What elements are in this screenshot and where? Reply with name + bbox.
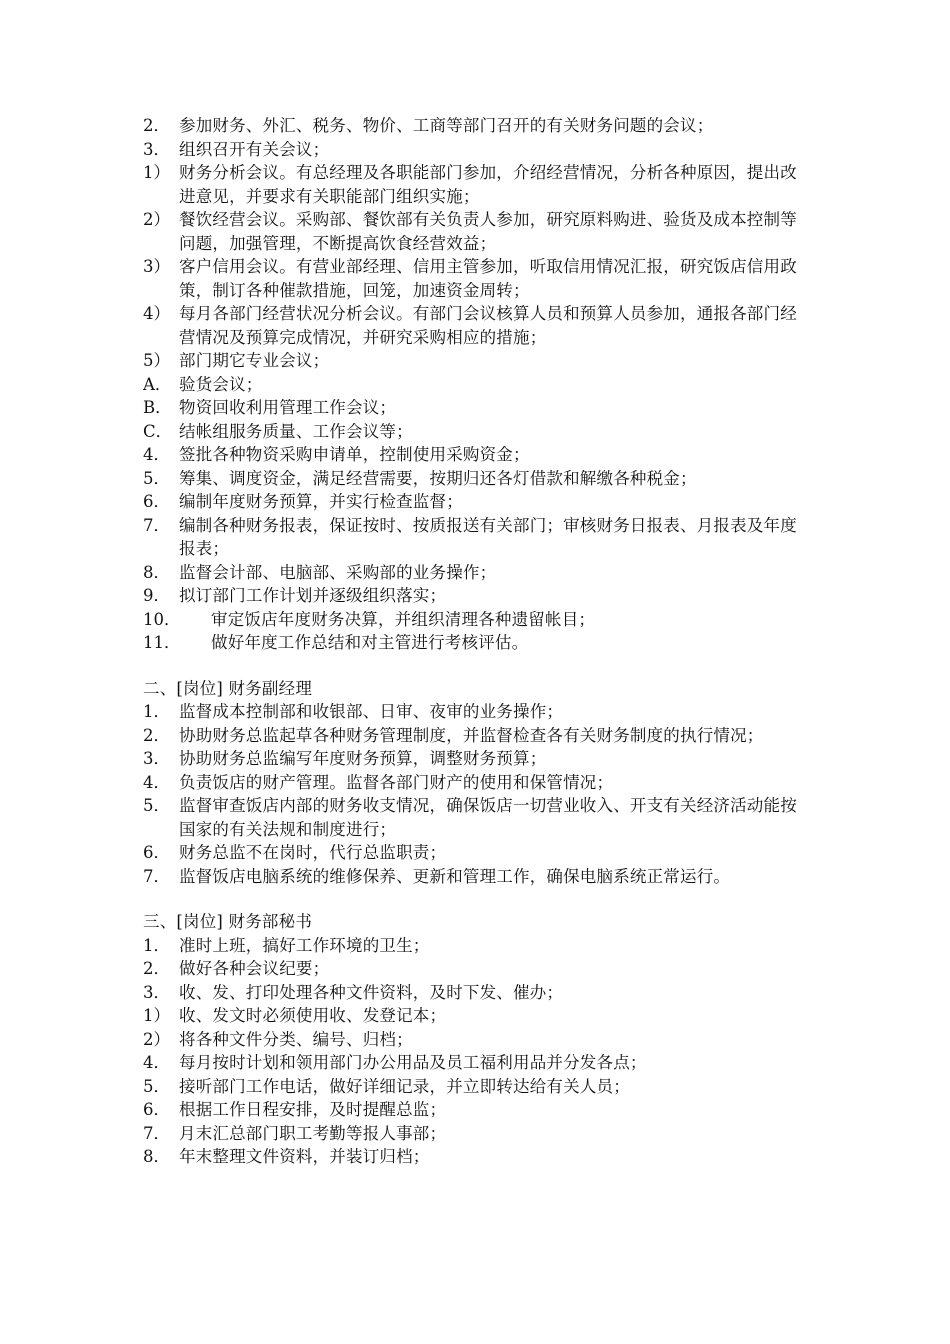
item-text: 财务总监不在岗时，代行总监职责； xyxy=(179,843,447,862)
item-text: 准时上班，搞好工作环境的卫生； xyxy=(179,935,430,955)
item-text: 监督会计部、电脑部、采购部的业务操作； xyxy=(179,562,497,582)
item-text: 接听部门工作电话，做好详细记录，并立即转达给有关人员； xyxy=(179,1076,630,1096)
item-number: 4． xyxy=(143,445,170,464)
item-text: 将各种文件分类、编号、归档； xyxy=(179,1029,413,1049)
item-text: 编制各种财务报表，保证按时、按质报送有关部门；审核财务日报表、月报表及年度报表； xyxy=(179,515,797,558)
item-number: 2） xyxy=(143,210,170,229)
item-number: B． xyxy=(143,398,172,417)
item-text: 财务分析会议。有总经理及各职能部门参加，介绍经营情况，分析各种原因，提出改进意见，并要求有关职能部门组织实施； xyxy=(179,163,797,206)
section-heading: 三、[岗位] 财务部秘书 xyxy=(143,912,313,931)
list-item xyxy=(143,1098,807,1122)
list-item xyxy=(143,1075,807,1099)
list-item xyxy=(143,514,807,561)
list-item xyxy=(143,161,807,208)
item-text: 监督成本控制部和收银部、日审、夜审的业务操作； xyxy=(179,702,564,721)
list-item xyxy=(143,865,807,889)
item-number: 1． xyxy=(143,935,170,955)
item-text: 月末汇总部门职工考勤等报人事部； xyxy=(179,1123,447,1143)
item-number: 6． xyxy=(143,1100,170,1119)
item-text: 参加财务、外汇、税务、物价、工商等部门召开的有关财务问题的会议； xyxy=(179,116,714,135)
item-number: 7． xyxy=(143,866,170,886)
list-item xyxy=(143,934,807,958)
list-item xyxy=(143,608,807,632)
item-text: 物资回收利用管理工作会议； xyxy=(179,398,397,417)
list-item xyxy=(143,1051,807,1075)
item-number: 7． xyxy=(143,515,170,535)
list-item xyxy=(143,1122,807,1146)
item-text: 部门期它专业会议； xyxy=(179,351,330,370)
list-item xyxy=(143,957,807,981)
list-item xyxy=(143,1028,807,1052)
list-item xyxy=(143,747,807,771)
item-number: 2） xyxy=(143,1029,170,1049)
item-number: 3） xyxy=(143,257,170,276)
item-number: 5． xyxy=(143,1076,170,1096)
item-number: 8． xyxy=(143,1147,170,1166)
list-item xyxy=(143,114,807,138)
list-item xyxy=(143,138,807,162)
section-1-list xyxy=(143,114,807,655)
item-text: 客户信用会议。有营业部经理、信用主管参加，听取信用情况汇报，研究饭店信用政策，制订各种催款措施，回笼，加速资金周转； xyxy=(179,257,797,300)
list-item xyxy=(143,1145,807,1169)
item-text: 审定饭店年度财务决算，并组织清理各种遗留帐目； xyxy=(211,609,596,629)
item-number: 8． xyxy=(143,562,170,582)
list-item xyxy=(143,700,807,724)
section-3 xyxy=(143,910,807,1169)
item-number: 4） xyxy=(143,304,170,323)
list-item xyxy=(143,584,807,608)
list-item xyxy=(143,302,807,349)
item-number: 3． xyxy=(143,139,170,159)
item-number: 2． xyxy=(143,725,170,745)
document-body xyxy=(143,114,807,1169)
item-number: 1） xyxy=(143,163,170,182)
list-item xyxy=(143,841,807,865)
list-item xyxy=(143,467,807,491)
item-text: 监督审查饭店内部的财务收支情况，确保饭店一切营业收入、开支有关经济活动能按国家的有关法规和制度进行； xyxy=(179,796,797,839)
item-number: 10． xyxy=(143,609,181,629)
list-item xyxy=(143,373,807,397)
item-text: 收、发文时必须使用收、发登记本； xyxy=(179,1006,447,1025)
item-text: 监督饭店电脑系统的维修保养、更新和管理工作，确保电脑系统正常运行。 xyxy=(179,866,731,886)
list-item xyxy=(143,631,807,655)
section-spacer xyxy=(143,655,807,677)
item-text: 每月各部门经营状况分析会议。有部门会议核算人员和预算人员参加，通报各部门经营情况及预算完成情况，并研究采购相应的措施； xyxy=(179,304,797,347)
item-text: 拟订部门工作计划并逐级组织落实； xyxy=(179,586,447,605)
list-item xyxy=(143,771,807,795)
section-heading: 二、[岗位] 财务副经理 xyxy=(143,678,313,698)
item-number: 1） xyxy=(143,1006,170,1025)
item-number: 6． xyxy=(143,492,170,511)
item-number: 1． xyxy=(143,702,170,721)
item-text: 编制年度财务预算，并实行检查监督； xyxy=(179,492,463,511)
item-text: 收、发、打印处理各种文件资料，及时下发、催办； xyxy=(179,982,564,1002)
item-number: 5． xyxy=(143,796,170,815)
item-number: 6． xyxy=(143,843,170,862)
item-number: 3． xyxy=(143,749,170,768)
item-number: 5． xyxy=(143,468,170,488)
item-number: 9． xyxy=(143,586,170,605)
section-spacer xyxy=(143,888,807,910)
item-text: 根据工作日程安排，及时提醒总监； xyxy=(179,1100,447,1119)
list-item xyxy=(143,1004,807,1028)
item-number: 2． xyxy=(143,959,170,978)
list-item xyxy=(143,255,807,302)
item-text: 结帐组服务质量、工作会议等； xyxy=(179,421,413,441)
item-number: 4． xyxy=(143,772,170,792)
item-number: 7． xyxy=(143,1123,170,1143)
item-text: 做好各种会议纪要； xyxy=(179,959,330,978)
item-number: A． xyxy=(143,374,172,394)
item-number: 5） xyxy=(143,351,170,370)
list-item xyxy=(143,794,807,841)
list-item xyxy=(143,443,807,467)
item-text: 验货会议； xyxy=(179,374,263,394)
item-number: 2． xyxy=(143,116,170,135)
list-item xyxy=(143,981,807,1005)
list-item xyxy=(143,724,807,748)
item-text: 负责饭店的财产管理。监督各部门财产的使用和保管情况； xyxy=(179,772,614,792)
item-text: 每月按时计划和领用部门办公用品及员工福利用品并分发各点； xyxy=(179,1053,647,1072)
item-number: 3． xyxy=(143,982,170,1002)
item-number: 11． xyxy=(143,633,181,652)
item-text: 组织召开有关会议； xyxy=(179,139,330,159)
list-item xyxy=(143,208,807,255)
item-text: 筹集、调度资金，满足经营需要，按期归还各灯借款和解缴各种税金； xyxy=(179,468,697,488)
item-number: C． xyxy=(143,421,173,441)
item-number: 4． xyxy=(143,1053,170,1072)
item-text: 协助财务总监起草各种财务管理制度，并监督检查各有关财务制度的执行情况； xyxy=(179,725,764,745)
list-item xyxy=(143,420,807,444)
list-item xyxy=(143,349,807,373)
item-text: 签批各种物资采购申请单，控制使用采购资金； xyxy=(179,445,530,464)
list-item xyxy=(143,561,807,585)
item-text: 协助财务总监编写年度财务预算，调整财务预算； xyxy=(179,749,547,768)
section-2 xyxy=(143,677,807,889)
item-text: 年末整理文件资料，并装订归档； xyxy=(179,1147,430,1166)
list-item xyxy=(143,490,807,514)
item-text: 餐饮经营会议。采购部、餐饮部有关负责人参加，研究原料购进、验货及成本控制等问题，加强管理，不断提高饮食经营效益； xyxy=(179,210,797,253)
list-item xyxy=(143,396,807,420)
item-text: 做好年度工作总结和对主管进行考核评估。 xyxy=(211,633,529,652)
